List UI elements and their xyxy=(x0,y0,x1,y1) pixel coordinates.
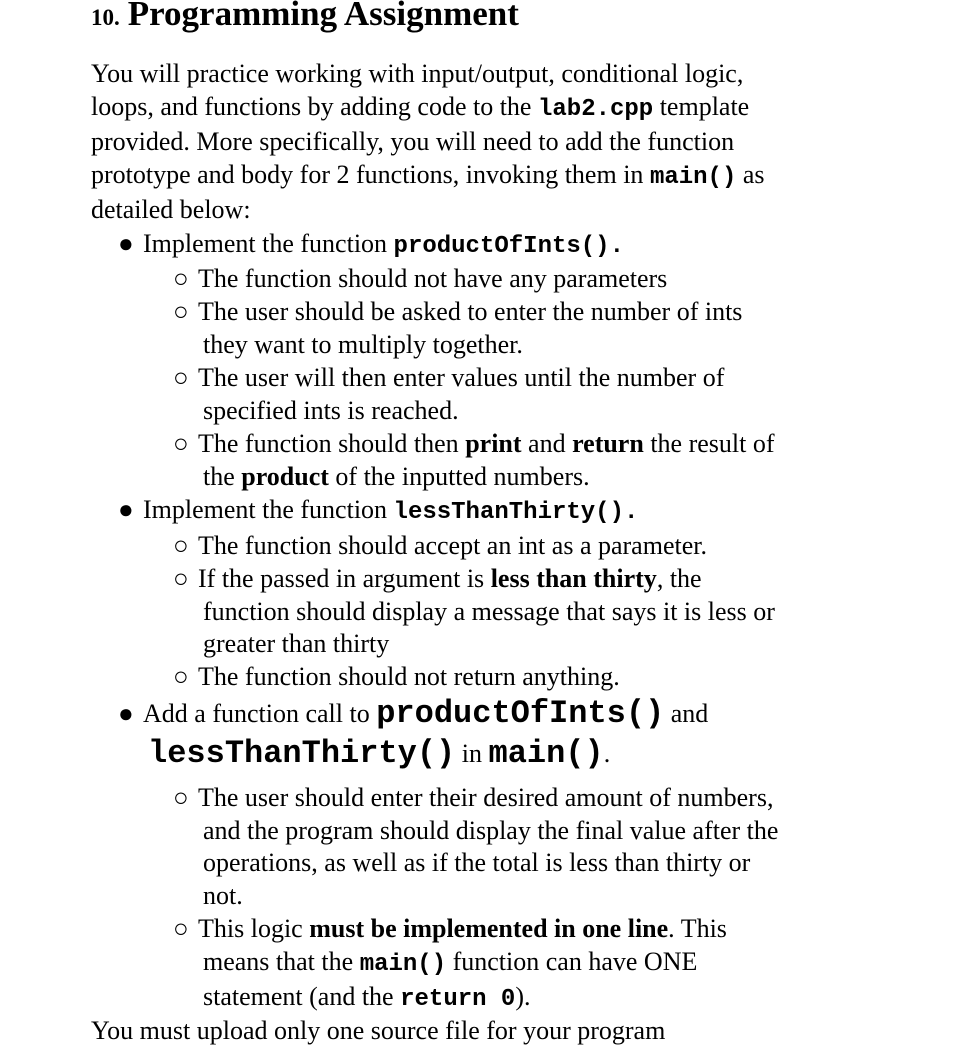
list-item: ○ The user should enter their desired amount of numbers, xyxy=(173,783,774,812)
list-item-continuation: not. xyxy=(203,881,243,910)
list-item-continuation: the product of the inputted numbers. xyxy=(203,462,590,491)
bullet-product-of-ints: ● Implement the function productOfInts(). xyxy=(118,229,624,260)
heading-title: Programming Assignment xyxy=(127,0,519,33)
list-item: ○ The function should accept an int as a parameter. xyxy=(173,531,707,560)
list-item: ○ This logic must be implemented in one line. This xyxy=(173,914,727,943)
bullet-dot-icon: ● xyxy=(118,699,134,728)
list-item-continuation: greater than thirty xyxy=(203,629,390,658)
heading-number: 10. xyxy=(91,5,120,30)
circle-bullet-icon: ○ xyxy=(173,363,189,392)
cut-off-line: You must upload only one source file for your program xyxy=(91,1016,666,1045)
circle-bullet-icon: ○ xyxy=(173,564,189,593)
bullet-dot-icon: ● xyxy=(118,495,134,524)
list-item-continuation: function should display a message that says it is less or xyxy=(203,597,775,626)
list-item-continuation: they want to multiply together. xyxy=(203,330,523,359)
circle-bullet-icon: ○ xyxy=(173,264,189,293)
circle-bullet-icon: ○ xyxy=(173,531,189,560)
list-item-continuation: operations, as well as if the total is less than thirty or xyxy=(203,848,751,877)
circle-bullet-icon: ○ xyxy=(173,783,189,812)
list-item-continuation: means that the main() function can have ONE xyxy=(203,947,698,978)
list-item: ○ The function should then print and return the result of xyxy=(173,429,775,458)
list-item: ○ The user will then enter values until the number of xyxy=(173,363,725,392)
list-item: ○ The function should not have any parameters xyxy=(173,264,668,293)
circle-bullet-icon: ○ xyxy=(173,662,189,691)
list-item-continuation: specified ints is reached. xyxy=(203,396,459,425)
bullet-dot-icon: ● xyxy=(118,229,134,258)
bullet-less-than-thirty: ● Implement the function lessThanThirty(). xyxy=(118,495,639,526)
assignment-heading xyxy=(91,0,519,34)
bullet-add-function-call: ● Add a function call to productOfInts() and xyxy=(118,695,709,732)
list-item: ○ If the passed in argument is less than thirty, the xyxy=(173,564,702,593)
list-item-continuation: and the program should display the final value after the xyxy=(203,816,779,845)
intro-line-2: loops, and functions by adding code to the lab2.cpp template xyxy=(91,92,750,123)
template-filename: lab2.cpp xyxy=(537,96,654,123)
intro-line-5: detailed below: xyxy=(91,195,251,224)
list-item: ○ The user should be asked to enter the number of ints xyxy=(173,297,743,326)
list-item-continuation: statement (and the return 0). xyxy=(203,982,531,1013)
list-item: ○ The function should not return anything. xyxy=(173,662,620,691)
circle-bullet-icon: ○ xyxy=(173,429,189,458)
circle-bullet-icon: ○ xyxy=(173,297,189,326)
intro-line-1: You will practice working with input/output, conditional logic, xyxy=(91,59,744,88)
intro-line-4: prototype and body for 2 functions, invoking them in main() as xyxy=(91,160,765,191)
function-calls-line: lessThanThirty() in main(). xyxy=(148,735,611,772)
circle-bullet-icon: ○ xyxy=(173,914,189,943)
intro-line-3: provided. More specifically, you will need to add the function xyxy=(91,127,735,156)
